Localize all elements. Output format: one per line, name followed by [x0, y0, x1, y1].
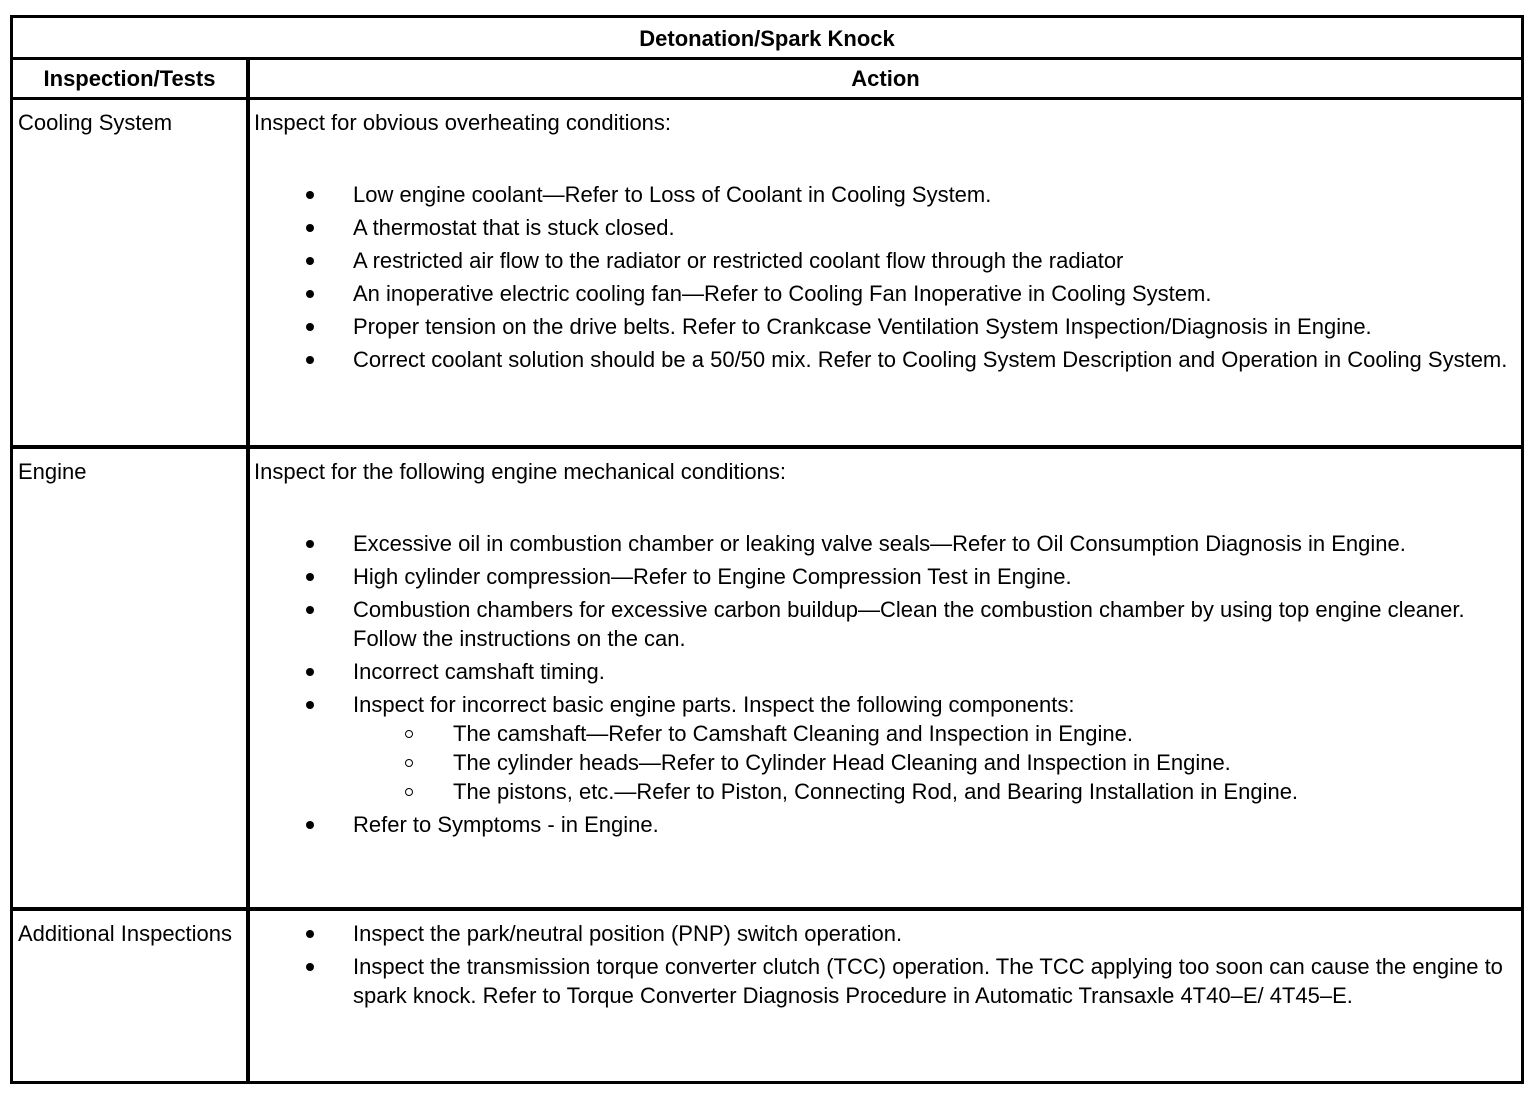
- hollow-bullet-icon: [405, 759, 413, 767]
- list-item-text: Low engine coolant—Refer to Loss of Coolant in Cooling System.: [353, 182, 992, 207]
- bullet-icon: [306, 606, 314, 614]
- list-item-text: Refer to Symptoms - in Engine.: [353, 812, 659, 837]
- list-item-text: High cylinder compression—Refer to Engine Compression Test in Engine.: [353, 564, 1072, 589]
- action-cell: [254, 108, 1516, 378]
- action-intro: Inspect for the following engine mechanical conditions:: [254, 459, 786, 484]
- sub-list-item: [353, 777, 1516, 806]
- list-item: [254, 952, 1516, 1010]
- table-title: Detonation/Spark Knock: [13, 18, 1521, 60]
- list-item: [254, 213, 1516, 242]
- hollow-bullet-icon: [405, 788, 413, 796]
- sub-list-item: [353, 748, 1516, 777]
- action-cell: [254, 919, 1516, 1014]
- list-item: [254, 562, 1516, 591]
- list-item: [254, 279, 1516, 308]
- column-divider: [246, 60, 250, 1081]
- list-item-text: Inspect the transmission torque converter clutch (TCC) operation. The TCC applying too soon can cause the engine to spark knock. Refer to Torque Converter Diagnosis Procedure in Automatic Transaxle 4T40–E/ 4T45–E.: [353, 954, 1503, 1008]
- list-item: [254, 345, 1516, 374]
- list-item: [254, 657, 1516, 686]
- bullet-icon: [306, 290, 314, 298]
- list-item-text: A restricted air flow to the radiator or restricted coolant flow through the radiator: [353, 248, 1124, 273]
- diagnostic-table: [10, 15, 1524, 1084]
- bullet-icon: [306, 323, 314, 331]
- list-item-text: Incorrect camshaft timing.: [353, 659, 605, 684]
- list-item: [254, 690, 1516, 806]
- list-item-text: Inspect for incorrect basic engine parts. Inspect the following components:: [353, 692, 1075, 717]
- bullet-icon: [306, 191, 314, 199]
- bullet-icon: [306, 930, 314, 938]
- list-item-text: Proper tension on the drive belts. Refer to Crankcase Ventilation System Inspection/Diagnosis in Engine.: [353, 314, 1372, 339]
- list-item: [254, 810, 1516, 839]
- sub-list-item-text: The pistons, etc.—Refer to Piston, Connecting Rod, and Bearing Installation in Engine.: [453, 779, 1299, 804]
- sub-list-item: [353, 719, 1516, 748]
- bullet-list: [254, 919, 1516, 1010]
- row-label: Cooling System: [18, 110, 173, 135]
- list-item-text: A thermostat that is stuck closed.: [353, 215, 675, 240]
- bullet-icon: [306, 540, 314, 548]
- list-item-text: Inspect the park/neutral position (PNP) switch operation.: [353, 921, 903, 946]
- table-row-cooling-system: [13, 100, 1521, 449]
- list-item: [254, 312, 1516, 341]
- row-label: Engine: [18, 459, 87, 484]
- sub-bullet-list: [353, 719, 1516, 806]
- sub-list-item-text: The cylinder heads—Refer to Cylinder Head Cleaning and Inspection in Engine.: [453, 750, 1231, 775]
- bullet-list: [254, 529, 1516, 839]
- table-row-engine: [13, 449, 1521, 911]
- column-header-action: Action: [851, 66, 920, 91]
- bullet-icon: [306, 668, 314, 676]
- sub-list-item-text: The camshaft—Refer to Camshaft Cleaning and Inspection in Engine.: [453, 721, 1133, 746]
- bullet-icon: [306, 821, 314, 829]
- list-item: [254, 595, 1516, 653]
- bullet-icon: [306, 963, 314, 971]
- row-label: Additional Inspections: [18, 921, 233, 946]
- action-intro: Inspect for obvious overheating conditions:: [254, 110, 672, 135]
- table-row-additional-inspections: [13, 911, 1521, 1081]
- list-item: [254, 529, 1516, 558]
- list-item-text: Excessive oil in combustion chamber or leaking valve seals—Refer to Oil Consumption Diagnosis in Engine.: [353, 531, 1406, 556]
- list-item-text: An inoperative electric cooling fan—Refer to Cooling Fan Inoperative in Cooling System.: [353, 281, 1212, 306]
- bullet-icon: [306, 701, 314, 709]
- bullet-icon: [306, 356, 314, 364]
- list-item-text: Combustion chambers for excessive carbon buildup—Clean the combustion chamber by using top engine cleaner. Follow the instructions on the can.: [353, 597, 1465, 651]
- action-cell: [254, 457, 1516, 843]
- bullet-icon: [306, 224, 314, 232]
- list-item: [254, 246, 1516, 275]
- list-item: [254, 180, 1516, 209]
- table-header-row: [13, 60, 1521, 100]
- list-item: [254, 919, 1516, 948]
- hollow-bullet-icon: [405, 730, 413, 738]
- bullet-icon: [306, 573, 314, 581]
- column-header-inspection-tests: Inspection/Tests: [43, 66, 216, 91]
- bullet-icon: [306, 257, 314, 265]
- bullet-list: [254, 180, 1516, 374]
- list-item-text: Correct coolant solution should be a 50/50 mix. Refer to Cooling System Description and Operation in Cooling System.: [353, 347, 1508, 372]
